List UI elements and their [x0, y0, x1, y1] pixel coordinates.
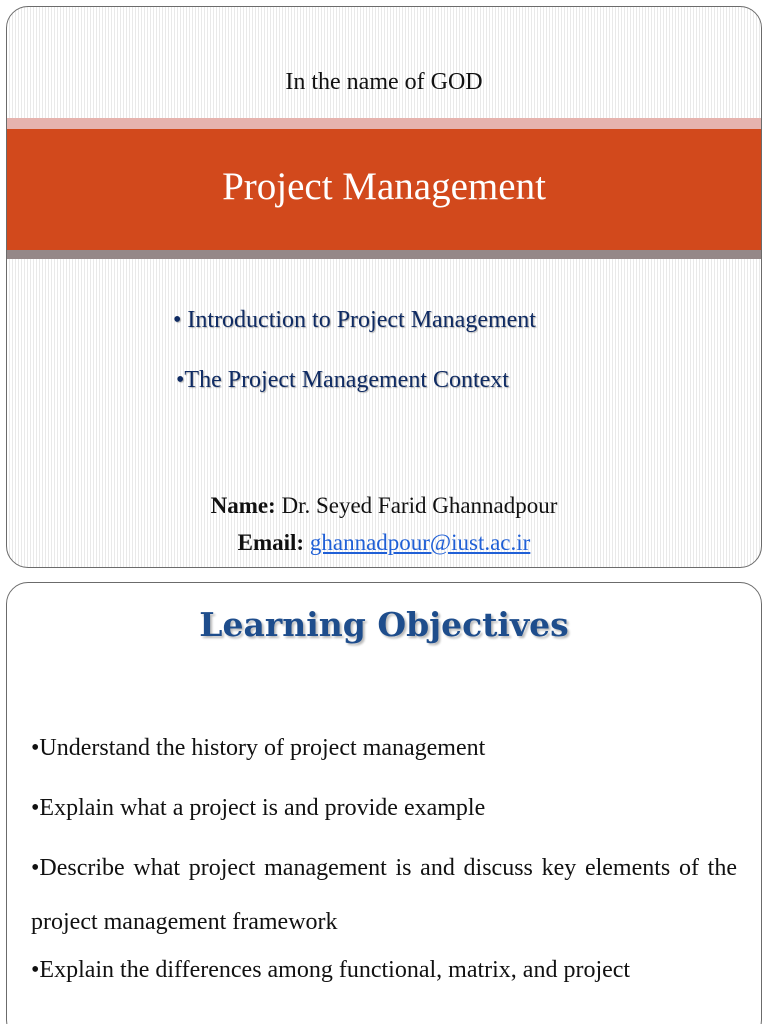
objective-item: •Explain what a project is and provide example: [31, 795, 486, 821]
contact-info: [7, 487, 761, 561]
topic-item: •The Project Management Context: [176, 367, 509, 393]
topic-item: • Introduction to Project Management: [173, 307, 536, 333]
accent-bar-bottom: [7, 250, 761, 259]
email-label: Email:: [237, 530, 305, 555]
name-label: Name:: [210, 493, 276, 518]
objective-item: •Describe what project management is and discuss key elements of the project management framework: [31, 855, 737, 935]
name-line: [7, 487, 761, 524]
title-slide: [6, 6, 762, 568]
accent-bar-top: [7, 118, 761, 129]
objectives-slide: [6, 582, 762, 1024]
slide-title: Project Management: [222, 165, 546, 208]
name-value: Dr. Seyed Farid Ghannadpour: [281, 493, 558, 518]
objective-item: •Explain the differences among functional, matrix, and project: [31, 957, 631, 983]
email-line: [7, 524, 761, 561]
email-link[interactable]: ghannadpour@iust.ac.ir: [309, 530, 531, 555]
objective-item: •Understand the history of project management: [31, 735, 486, 761]
slide-title: Learning Objectives: [199, 605, 569, 644]
title-band: [7, 129, 761, 250]
invocation-text: In the name of GOD: [285, 69, 483, 95]
objectives-list: [31, 733, 737, 1015]
